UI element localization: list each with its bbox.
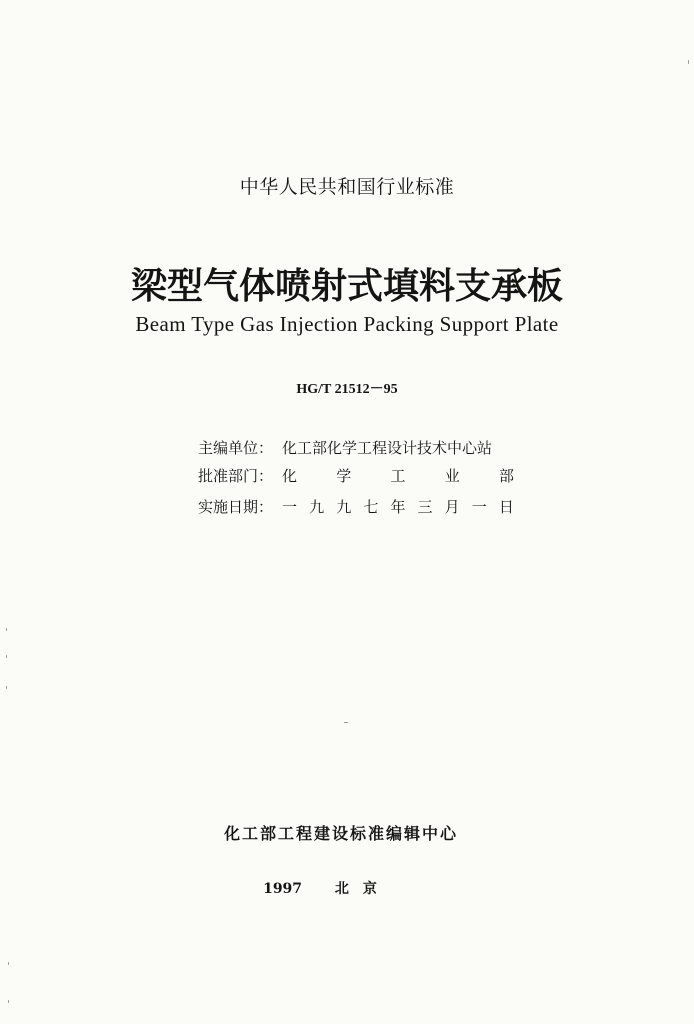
standard-code: HG/T 21512－95 <box>296 382 398 397</box>
effective-date-char: 月 <box>444 497 460 516</box>
document-title-chinese: 梁型气体喷射式填料支承板 <box>130 266 563 307</box>
publication-year: 1997 <box>263 881 303 897</box>
approved-by-char: 化 <box>282 466 298 485</box>
effective-date-char: 年 <box>390 497 406 516</box>
issuer-heading: 中华人民共和国行业标准 <box>239 176 455 198</box>
scan-speck <box>8 1000 9 1003</box>
scan-speck <box>8 962 9 965</box>
effective-date-char: 一 <box>471 497 487 516</box>
effective-date-row <box>198 495 514 517</box>
approved-by-row <box>198 464 514 486</box>
effective-date-label: 实施日期： <box>198 497 274 516</box>
effective-date-value <box>282 496 514 517</box>
scan-speck <box>6 628 7 631</box>
effective-date-char: 三 <box>417 497 433 516</box>
approved-by-value <box>282 465 514 486</box>
effective-date-char: 七 <box>363 497 379 516</box>
compiled-by-row <box>198 436 492 458</box>
scan-speck <box>6 686 7 689</box>
approved-by-char: 业 <box>444 466 460 485</box>
approved-by-char: 部 <box>498 466 514 485</box>
publication-line <box>0 878 694 898</box>
effective-date-char: 日 <box>498 497 514 516</box>
scan-speck <box>344 722 348 723</box>
publication-city: 北京 <box>334 881 391 897</box>
effective-date-char: 九 <box>336 497 352 516</box>
scan-speck <box>6 655 7 658</box>
approved-by-label: 批准部门： <box>198 466 274 485</box>
compiled-by-label: 主编单位： <box>198 438 274 457</box>
approved-by-char: 学 <box>336 466 352 485</box>
compiled-by-value: 化工部化学工程设计技术中心站 <box>282 438 493 457</box>
document-title-english: Beam Type Gas Injection Packing Support Plate <box>135 312 559 336</box>
effective-date-char: 一 <box>282 497 298 516</box>
approved-by-char: 工 <box>390 466 406 485</box>
publisher-name: 化工部工程建设标准编辑中心 <box>223 824 458 843</box>
effective-date-char: 九 <box>309 497 325 516</box>
scan-speck <box>688 60 689 64</box>
